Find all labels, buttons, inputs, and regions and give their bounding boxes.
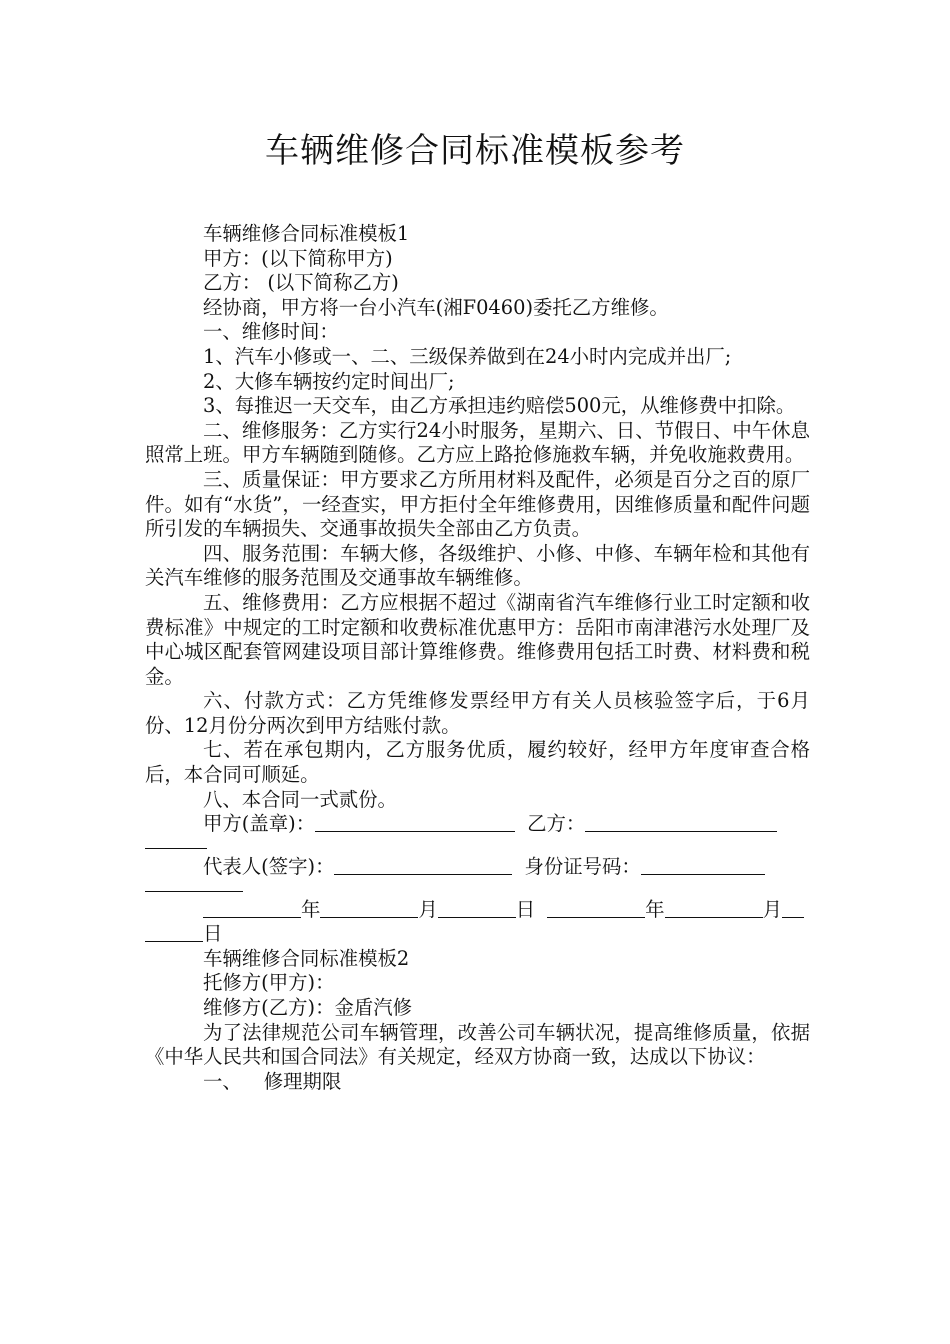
month-blank-b bbox=[665, 900, 763, 918]
party-b-sign-label: 乙方： bbox=[527, 812, 586, 836]
representative-label: 代表人(签字)： bbox=[203, 855, 335, 879]
section-7-paragraph: 七、若在承包期内，乙方服务优质，履约较好，经甲方年度审查合格后，本合同可顺延。 bbox=[145, 738, 810, 787]
document-title: 车辆维修合同标准模板参考 bbox=[265, 131, 685, 171]
section-4-paragraph: 四、服务范围：车辆大修，各级维护、小修、中修、车辆年检和其他有关汽车维修的服务范围及交通事故车辆维修。 bbox=[145, 541, 810, 590]
template2-section-1-title: 修理期限 bbox=[263, 1069, 342, 1093]
intro-paragraph: 经协商，甲方将一台小汽车(湘F0460)委托乙方维修。 bbox=[203, 295, 669, 319]
id-number-label: 身份证号码： bbox=[524, 855, 641, 879]
client-line: 托修方(甲方)： bbox=[203, 971, 335, 995]
section-1-item-3: 3、每推迟一天交车，由乙方承担违约赔偿500元，从维修费中扣除。 bbox=[203, 394, 796, 418]
party-b-sign-blank bbox=[585, 814, 777, 832]
section-2-paragraph: 二、维修服务：乙方实行24小时服务，星期六、日、节假日、中午休息照常上班。甲方车辆随到随修。乙方应上路抢修施救车辆，并免收施救费用。 bbox=[145, 418, 810, 467]
template2-section-1 bbox=[145, 1070, 810, 1095]
year-blank-b bbox=[547, 900, 645, 918]
day-blank-a bbox=[438, 900, 516, 918]
signature-rep-line bbox=[145, 848, 810, 886]
party-a-line: 甲方：(以下简称甲方) bbox=[203, 246, 393, 270]
date-line bbox=[145, 891, 810, 929]
day-label-a: 日 bbox=[515, 898, 536, 922]
template2-heading: 车辆维修合同标准模板2 bbox=[203, 946, 410, 970]
section-8-paragraph: 八、本合同一式贰份。 bbox=[203, 787, 397, 811]
party-a-seal-label: 甲方(盖章)： bbox=[203, 812, 316, 836]
section-3-paragraph: 三、质量保证：甲方要求乙方所用材料及配件，必须是百分之百的原厂件。如有“水货”，一经查实，甲方拒付全年维修费用，因维修质量和配件问题所引发的车辆损失、交通事故损失全部由乙方负责。 bbox=[145, 467, 810, 541]
id-number-blank bbox=[641, 857, 765, 875]
year-label-b: 年 bbox=[645, 898, 665, 922]
section-5-paragraph: 五、维修费用：乙方应根据不超过《湖南省汽车维修行业工时定额和收费标准》中规定的工时定额和收费标准优惠甲方：岳阳市南津港污水处理厂及中心城区配套管网建设项目部计算维修费。维修费用包括工时费、材料费和税金。 bbox=[145, 590, 810, 688]
section-1-item-1: 1、汽车小修或一、二、三级保养做到在24小时内完成并出厂; bbox=[203, 344, 732, 368]
id-number-blank-cont bbox=[145, 874, 243, 892]
template1-heading: 车辆维修合同标准模板1 bbox=[203, 222, 410, 245]
document-body bbox=[145, 222, 810, 1094]
month-blank-a bbox=[320, 900, 418, 918]
month-label-b: 月 bbox=[762, 898, 782, 922]
party-b-sign-blank-cont bbox=[145, 831, 207, 849]
template2-section-1-num: 一、 bbox=[203, 1069, 242, 1093]
signature-seal-line bbox=[145, 805, 810, 843]
party-b-line: 乙方： (以下简称乙方) bbox=[203, 271, 399, 295]
month-label-a: 月 bbox=[418, 898, 438, 922]
repairer-line: 维修方(乙方)：金盾汽修 bbox=[203, 996, 413, 1020]
template2-intro: 为了法律规范公司车辆管理，改善公司车辆状况，提高维修质量，依据《中华人民共和国合同法》有关规定，经双方协商一致，达成以下协议： bbox=[145, 1020, 810, 1069]
representative-blank bbox=[334, 857, 512, 875]
section-1-item-2: 2、大修车辆按约定时间出厂; bbox=[203, 369, 455, 393]
year-blank-a bbox=[203, 900, 301, 918]
section-6-paragraph: 六、付款方式：乙方凭维修发票经甲方有关人员核验签字后，于6月份、12月份分两次到甲方结账付款。 bbox=[145, 689, 810, 737]
day-label-b: 日 bbox=[203, 922, 223, 946]
year-label-a: 年 bbox=[301, 898, 321, 922]
party-a-seal-blank bbox=[315, 814, 515, 832]
day-blank-b bbox=[782, 900, 804, 918]
day-blank-b-cont bbox=[145, 924, 203, 942]
section-1-title: 一、维修时间： bbox=[203, 320, 339, 344]
